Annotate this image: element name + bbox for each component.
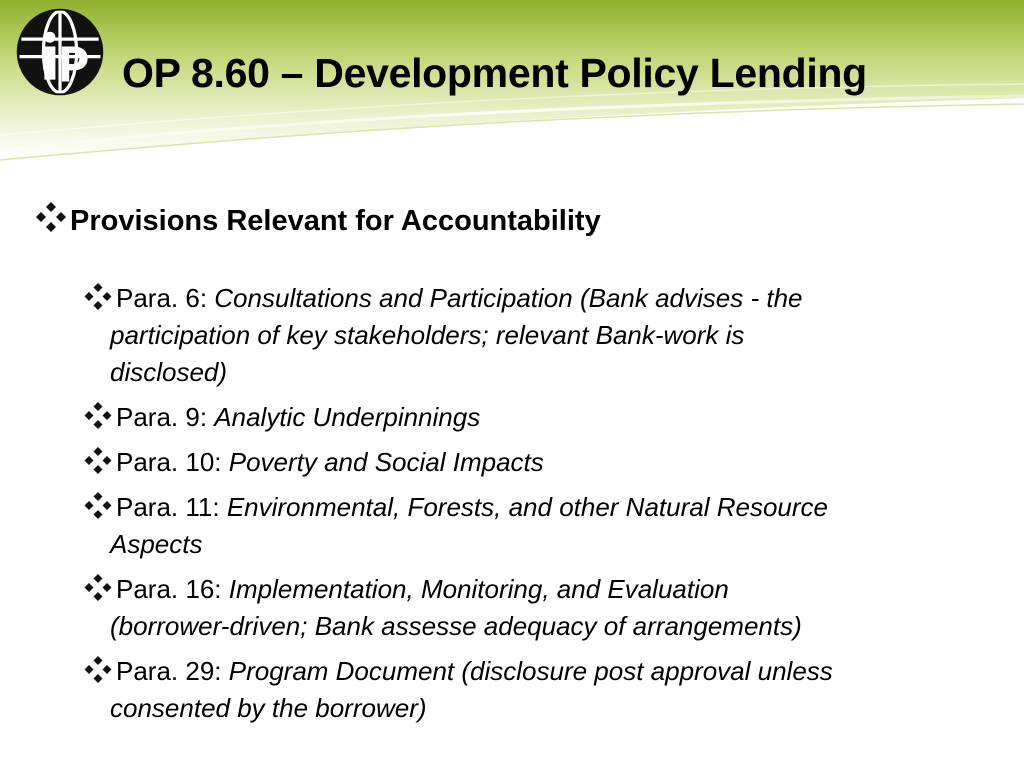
para-ref: Para. 10: [116, 447, 229, 477]
list-item-text [110, 280, 803, 391]
list-item [82, 653, 982, 727]
para-desc: Consultations and Participation (Bank advises - the [214, 283, 803, 313]
para-desc: Environmental, Forests, and other Natural Resource [226, 492, 828, 522]
para-desc-cont: disclosed) [110, 357, 228, 387]
para-desc-cont: (borrower-driven; Bank assesse adequacy of arrangements) [110, 611, 802, 641]
slide-title: OP 8.60 – Development Policy Lending [122, 50, 867, 96]
list-item [82, 444, 982, 481]
para-desc-cont: consented by the borrower) [110, 693, 427, 723]
section-heading [34, 200, 601, 242]
provisions-list [82, 280, 982, 735]
list-item-text [110, 653, 833, 727]
para-desc: Analytic Underpinnings [214, 402, 481, 432]
para-ref: Para. 29: [116, 656, 229, 686]
para-ref: Para. 11: [116, 492, 227, 522]
para-ref: Para. 9: [116, 402, 215, 432]
list-item [82, 399, 982, 436]
globe-ip-logo-icon [14, 6, 106, 98]
para-desc-cont: Aspects [110, 529, 203, 559]
diamond-cluster-bullet-icon [82, 653, 114, 685]
list-item [82, 571, 982, 645]
diamond-cluster-bullet-icon [82, 399, 114, 431]
para-desc: Implementation, Monitoring, and Evaluation [228, 574, 729, 604]
diamond-cluster-bullet-icon [82, 489, 114, 521]
section-heading-text: Provisions Relevant for Accountability [70, 205, 601, 237]
list-item-text [114, 444, 544, 481]
list-item-text [110, 571, 802, 645]
list-item [82, 489, 982, 563]
list-item-text [114, 399, 480, 436]
para-ref: Para. 16: [116, 574, 229, 604]
diamond-cluster-bullet-icon [34, 200, 68, 234]
list-item-text [110, 489, 828, 563]
para-desc: Poverty and Social Impacts [228, 447, 544, 477]
diamond-cluster-bullet-icon [82, 444, 114, 476]
diamond-cluster-bullet-icon [82, 571, 114, 603]
diamond-cluster-bullet-icon [82, 280, 114, 312]
para-ref: Para. 6: [116, 283, 215, 313]
list-item [82, 280, 982, 391]
para-desc-cont: participation of key stakeholders; relevant Bank-work is [110, 320, 745, 350]
para-desc: Program Document (disclosure post approval unless [228, 656, 833, 686]
